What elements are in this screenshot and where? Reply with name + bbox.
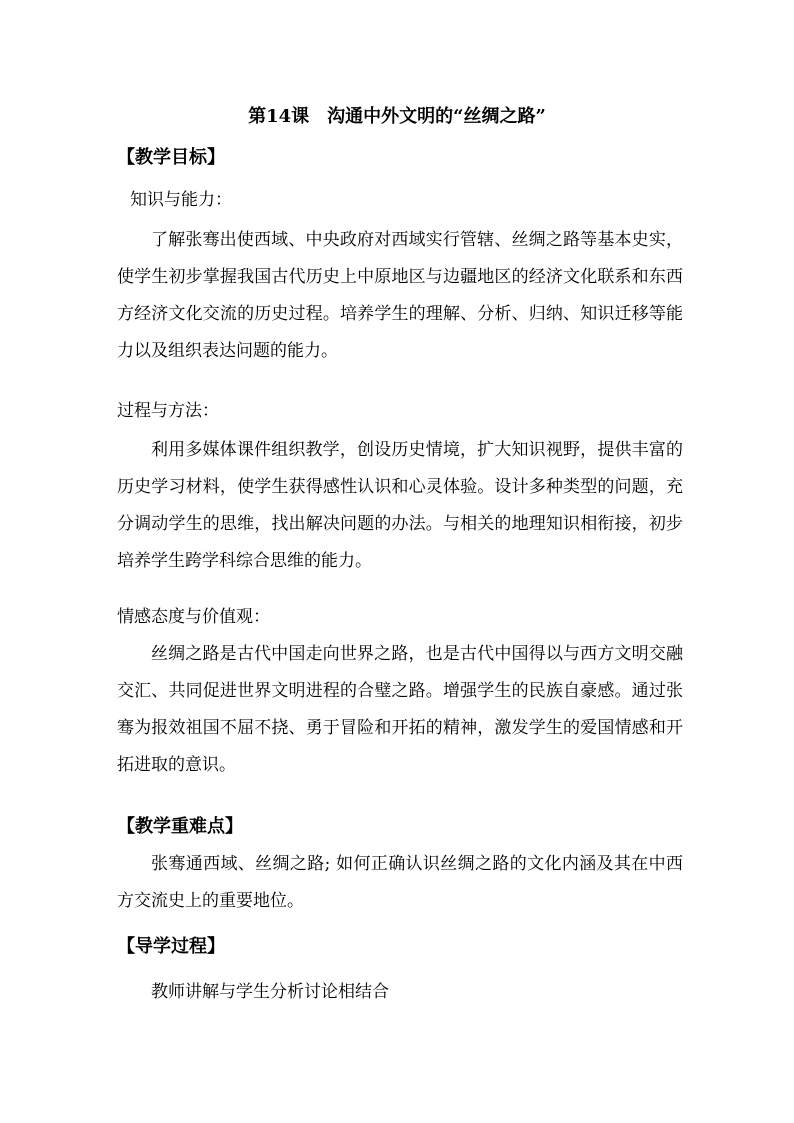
section-heading-guided-process: 【导学过程】: [117, 936, 225, 957]
paragraph-guided-process: 教师讲解与学生分析讨论相结合: [151, 982, 389, 1002]
section-heading-teaching-goals: 【教学目标】: [117, 147, 225, 168]
paragraph-knowledge: 了解张骞出使西域、中央政府对西域实行管辖、丝绸之路等基本史实，使学生初步掌握我国古代历史上中原地区与边疆地区的经济文化联系和东西方经济文化交流的历史过程。培养学生的理解、分析、归纳、知识迁移等能力以及组织表达问题的能力。: [117, 230, 683, 361]
paragraph-attitude: 丝绸之路是古代中国走向世界之路，也是古代中国得以与西方文明交融交汇、共同促进世界文明进程的合璧之路。增强学生的民族自豪感。通过张骞为报效祖国不屈不挠、勇于冒险和开拓的精神，激发学生的爱国情感和开拓进取的意识。: [117, 644, 683, 775]
subsection-label-process: 过程与方法：: [117, 401, 219, 421]
paragraph-key-points: 张骞通西域、丝绸之路; 如何正确认识丝绸之路的文化内涵及其在中西方交流史上的重要地位。: [117, 854, 683, 911]
subsection-label-knowledge: 知识与能力：: [130, 190, 232, 210]
subsection-label-attitude: 情感态度与价值观：: [117, 607, 270, 627]
section-heading-key-points: 【教学重难点】: [117, 816, 243, 837]
page-title: 第14课 沟通中外文明的“丝绸之路”: [248, 106, 546, 127]
paragraph-process: 利用多媒体课件组织教学，创设历史情境，扩大知识视野，提供丰富的历史学习材料，使学生获得感性认识和心灵体验。设计多种类型的问题，充分调动学生的思维，找出解决问题的办法。与相关的地理知识相衔接，初步培养学生跨学科综合思维的能力。: [117, 440, 683, 571]
